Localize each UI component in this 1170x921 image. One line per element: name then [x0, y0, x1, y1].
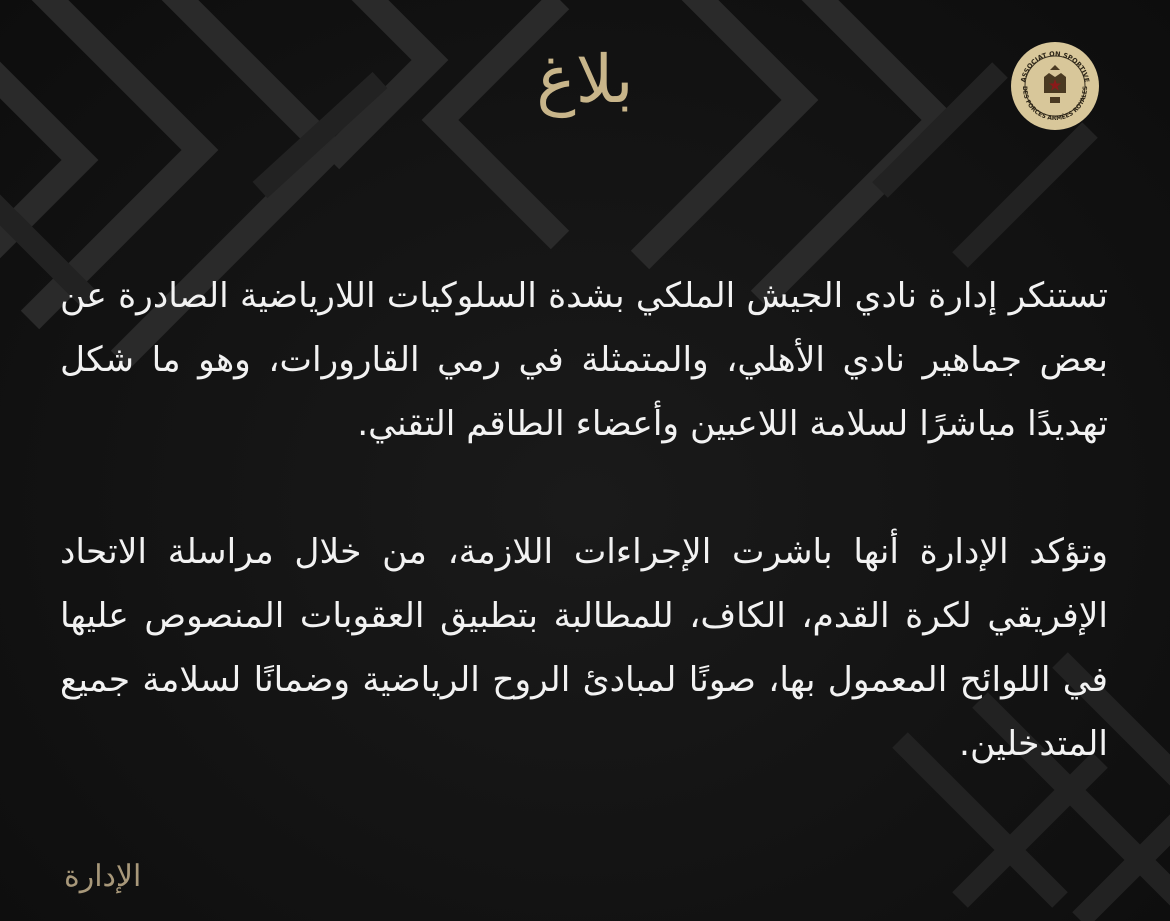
paragraph-1: تستنكر إدارة نادي الجيش الملكي بشدة السلوكيات اللارياضية الصادرة عن بعض جماهير نادي الأهلي، والمتمثلة في رمي القارورات، وهو ما شكل تهديدًا مباشرًا لسلامة اللاعبين وأعضاء الطاقم التقني. [60, 276, 1108, 444]
announcement-body [60, 264, 1108, 776]
club-logo [1010, 41, 1100, 131]
logo-text-top: ASSOCIAT ON SPORTIVE [1019, 49, 1091, 84]
signature: الإدارة [64, 859, 142, 894]
paragraph-2: وتؤكد الإدارة أنها باشرت الإجراءات اللازمة، من خلال مراسلة الاتحاد الإفريقي لكرة القدم، الكاف، للمطالبة بتطبيق العقوبات المنصوص عليها في اللوائح المعمول بها، صونًا لمبادئ الروح الرياضية وضمانًا لسلامة جميع المتدخلين. [60, 532, 1108, 764]
logo-text-bottom: DES FORCES ARMÉES ROYALES [1020, 85, 1090, 123]
page-title: بلاغ [536, 41, 634, 118]
